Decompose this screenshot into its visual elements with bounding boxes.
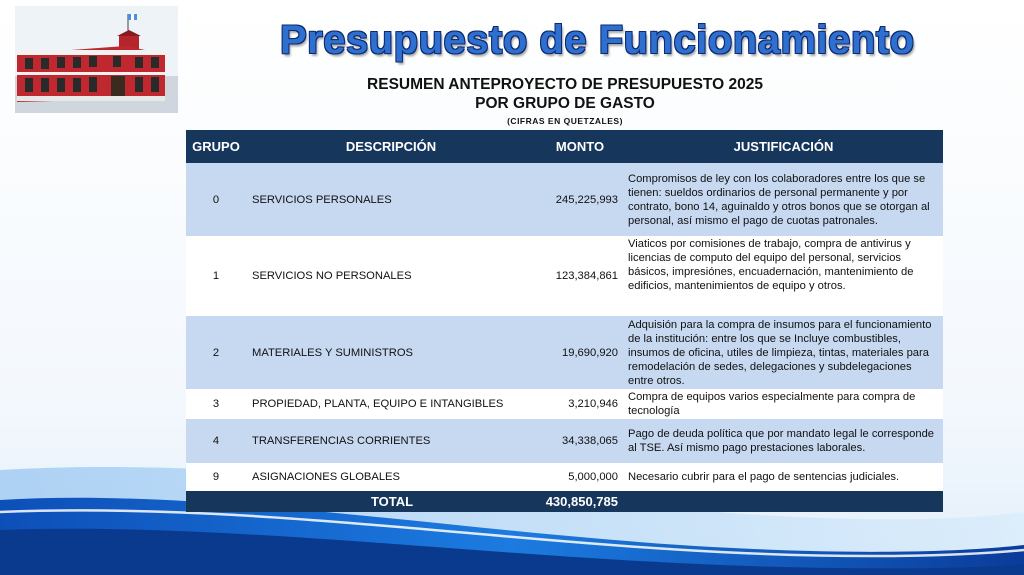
- cell-grupo: 4: [186, 419, 246, 463]
- cell-monto: 5,000,000: [536, 463, 624, 491]
- cell-monto: 3,210,946: [536, 389, 624, 419]
- building-photo: [15, 6, 178, 113]
- cell-descripcion: PROPIEDAD, PLANTA, EQUIPO E INTANGIBLES: [246, 389, 536, 419]
- cell-descripcion: SERVICIOS PERSONALES: [246, 163, 536, 236]
- total-empty-cell: [186, 491, 246, 512]
- cell-descripcion: MATERIALES Y SUMINISTROS: [246, 316, 536, 389]
- header-descripcion: DESCRIPCIÓN: [246, 130, 536, 163]
- cell-grupo: 3: [186, 389, 246, 419]
- cell-descripcion: TRANSFERENCIAS CORRIENTES: [246, 419, 536, 463]
- total-amount: 430,850,785: [536, 491, 624, 512]
- cell-monto: 34,338,065: [536, 419, 624, 463]
- cell-descripcion: SERVICIOS NO PERSONALES: [246, 236, 536, 316]
- table-header-row: [186, 130, 943, 163]
- cell-justificacion: Necesario cubrir para el pago de sentencias judiciales.: [624, 463, 943, 491]
- budget-table: [186, 130, 943, 512]
- cell-descripcion: ASIGNACIONES GLOBALES: [246, 463, 536, 491]
- subtitle-line-1: RESUMEN ANTEPROYECTO DE PRESUPUESTO 2025: [367, 76, 763, 93]
- table-row: [186, 389, 943, 419]
- cell-monto: 123,384,861: [536, 236, 624, 316]
- cell-justificacion: Pago de deuda política que por mandato legal le corresponde al TSE. Así mismo pago prestaciones laborales.: [624, 419, 943, 463]
- table-row: [186, 163, 943, 236]
- total-empty-cell: [624, 491, 943, 512]
- header-justificacion: JUSTIFICACIÓN: [624, 130, 943, 163]
- cell-monto: 245,225,993: [536, 163, 624, 236]
- header-monto: MONTO: [536, 130, 624, 163]
- total-label: TOTAL: [246, 491, 536, 512]
- cell-justificacion: Compromisos de ley con los colaboradores entre los que se tienen: sueldos ordinarios de personal permanente y por contrato, bono 14, aguinaldo y otros bonos que se otorgan al personal, así mismo el pago de cuotas patronales.: [624, 163, 943, 236]
- total-row: [186, 491, 943, 512]
- table-row: [186, 316, 943, 389]
- slide-title: Presupuesto de Funcionamiento: [280, 18, 915, 62]
- header-grupo: GRUPO: [186, 130, 246, 163]
- cell-grupo: 9: [186, 463, 246, 491]
- cell-justificacion: Adquisión para la compra de insumos para el funcionamiento de la institución: entre los que se Incluye combustibles, insumos de oficina, utiles de limpieza, tintas, materiales para remodelación de sedes, delegaciones y subdelegaciones entre otros.: [624, 316, 943, 389]
- cell-monto: 19,690,920: [536, 316, 624, 389]
- cell-grupo: 1: [186, 236, 246, 316]
- table-row: [186, 463, 943, 491]
- subtitle-line-2: POR GRUPO DE GASTO: [475, 95, 655, 112]
- cell-grupo: 2: [186, 316, 246, 389]
- cell-justificacion: Compra de equipos varios especialmente para compra de tecnología: [624, 389, 943, 419]
- table-row: [186, 419, 943, 463]
- table-row: [186, 236, 943, 316]
- cell-justificacion: Viaticos por comisiones de trabajo, compra de antivirus y licencias de computo del equipo del personal, servicios básicos, impresiónes, encuadernación, mantenimiento de edificios, mantenimientos de equipo y otros.: [624, 236, 943, 316]
- subtitle-line-3: (CIFRAS EN QUETZALES): [507, 116, 623, 126]
- cell-grupo: 0: [186, 163, 246, 236]
